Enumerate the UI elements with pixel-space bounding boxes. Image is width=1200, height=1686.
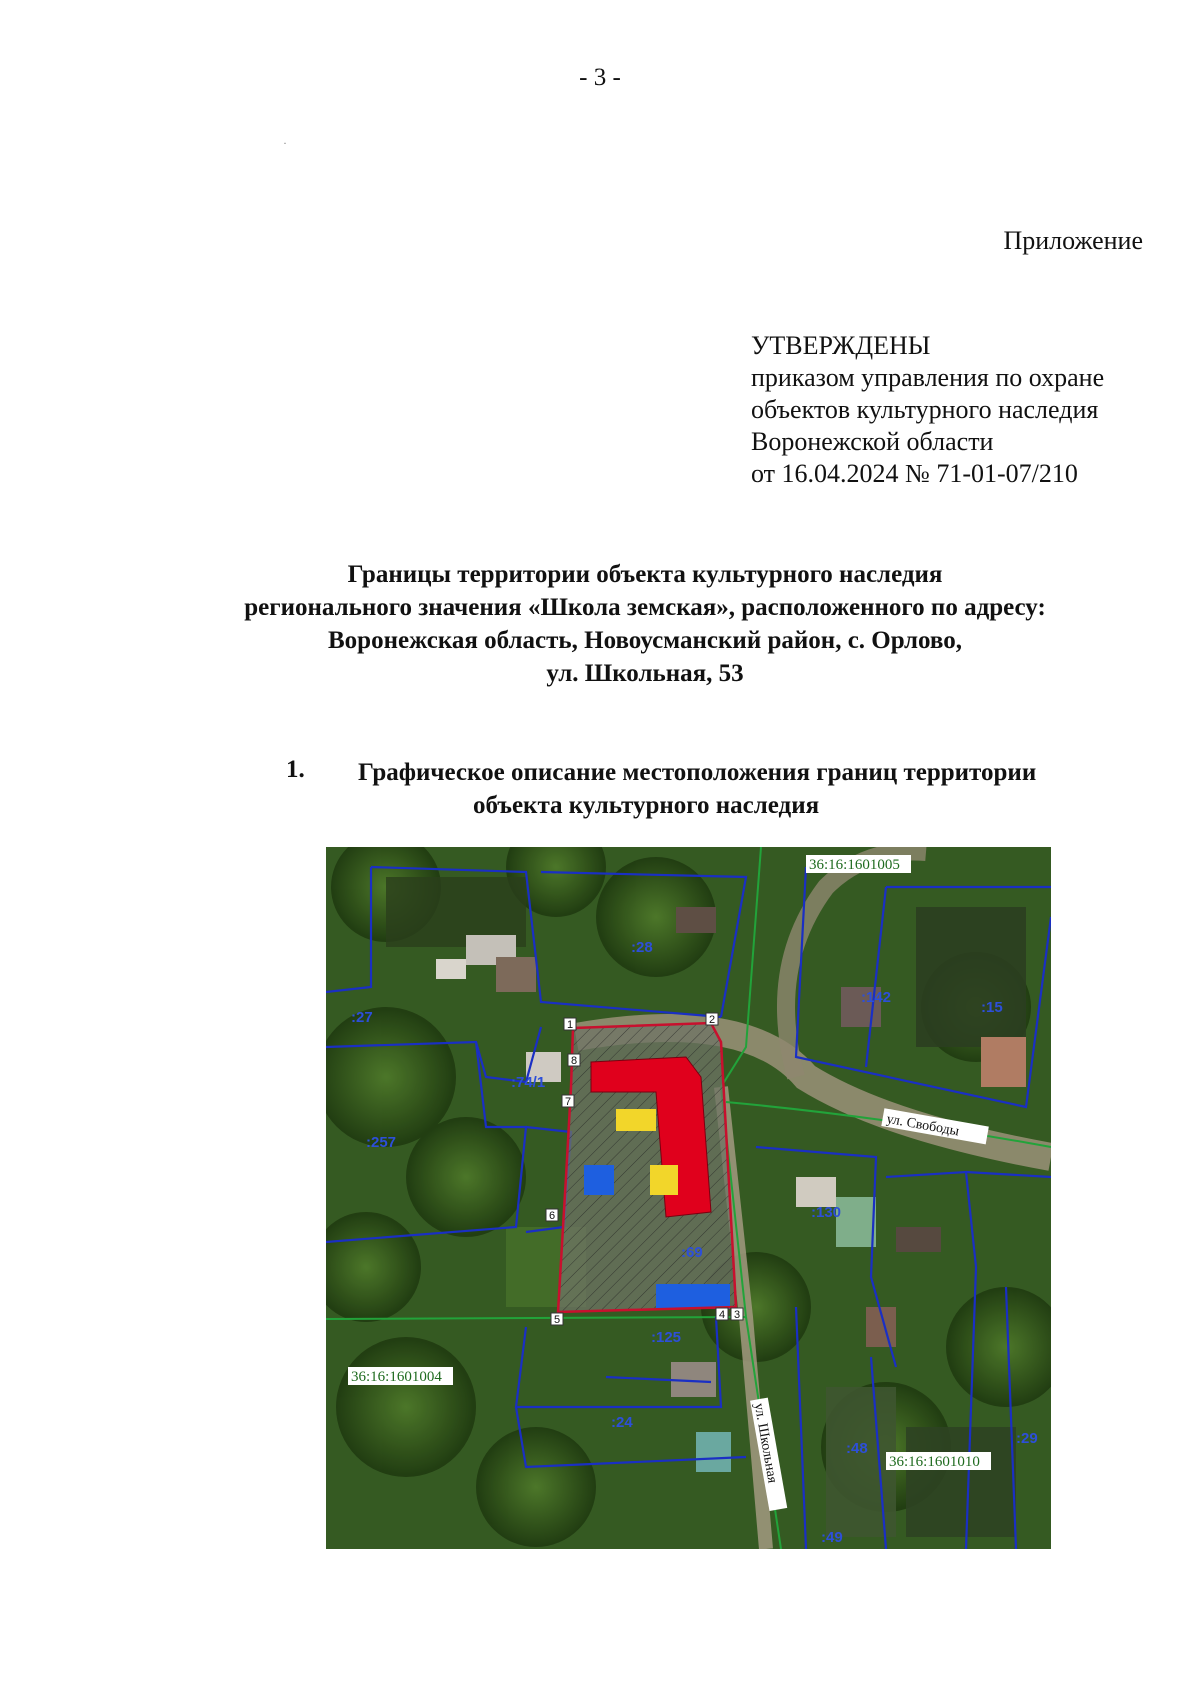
title-line-4: ул. Школьная, 53 — [546, 660, 744, 687]
point-6-label: 6 — [549, 1210, 556, 1222]
approval-line-3: объектов культурного наследия — [751, 395, 1099, 424]
section-number: 1. — [286, 756, 305, 783]
parcel-label-130: :130 — [811, 1204, 842, 1221]
parcel-label-29: :29 — [1016, 1430, 1038, 1447]
point-3-label: 3 — [734, 1309, 741, 1321]
quarter-label-1601004: 36:16:1601004 — [351, 1369, 442, 1385]
approval-line-1: УТВЕРЖДЕНЫ — [751, 331, 931, 360]
page-number: - 3 - — [579, 64, 621, 91]
building-blue-2 — [656, 1284, 730, 1309]
parcel-label-28: :28 — [631, 939, 653, 956]
street-label-shkolnaya: ул. Школьная — [750, 1402, 780, 1485]
title-line-3: Воронежская область, Новоусманский район, с. Орлово, — [327, 627, 963, 654]
parcel-label-24: :24 — [611, 1414, 633, 1431]
parcel-label-15: :15 — [981, 999, 1003, 1016]
appendix-label: Приложение — [1003, 226, 1143, 255]
document-title — [200, 558, 1090, 690]
approval-line-4: Воронежской области — [751, 427, 994, 456]
parcel-label-48: :48 — [846, 1440, 868, 1457]
parcel-label-74-1: :74/1 — [511, 1074, 546, 1091]
section-title-line-2: объекта культурного наследия — [473, 792, 820, 819]
title-line-2: регионального значения «Школа земская», расположенного по адресу: — [244, 594, 1046, 621]
scan-artifact: · — [283, 136, 287, 150]
section-title — [358, 756, 1138, 822]
point-8-label: 8 — [571, 1055, 578, 1067]
point-4-label: 4 — [719, 1309, 726, 1321]
parcel-label-27: :27 — [351, 1009, 373, 1026]
building-yellow-1 — [616, 1109, 656, 1131]
point-5-label: 5 — [554, 1314, 561, 1326]
title-line-1: Границы территории объекта культурного наследия — [347, 561, 943, 588]
parcel-label-257: :257 — [366, 1134, 397, 1151]
approval-line-5: от 16.04.2024 № 71-01-07/210 — [751, 459, 1078, 488]
section-title-line-1: Графическое описание местоположения границ территории — [358, 759, 1037, 786]
approval-line-2: приказом управления по охране — [751, 363, 1105, 392]
quarter-label-1601010: 36:16:1601010 — [889, 1454, 980, 1470]
building-yellow-2 — [650, 1165, 678, 1195]
heritage-territory — [558, 1023, 736, 1312]
parcel-label-49: :49 — [821, 1529, 843, 1546]
cadastral-satellite-map[interactable] — [326, 847, 1051, 1549]
point-1-label: 1 — [567, 1019, 574, 1031]
parcel-label-125: :125 — [651, 1329, 682, 1346]
point-7-label: 7 — [565, 1096, 572, 1108]
parcel-label-69: :69 — [681, 1244, 703, 1261]
point-2-label: 2 — [709, 1014, 716, 1026]
quarter-label-1601005: 36:16:1601005 — [809, 857, 900, 873]
street-label-svobody: ул. Свободы — [885, 1111, 961, 1140]
building-blue-1 — [584, 1165, 614, 1195]
approval-block — [751, 330, 1104, 490]
parcel-label-142: :142 — [861, 989, 892, 1006]
